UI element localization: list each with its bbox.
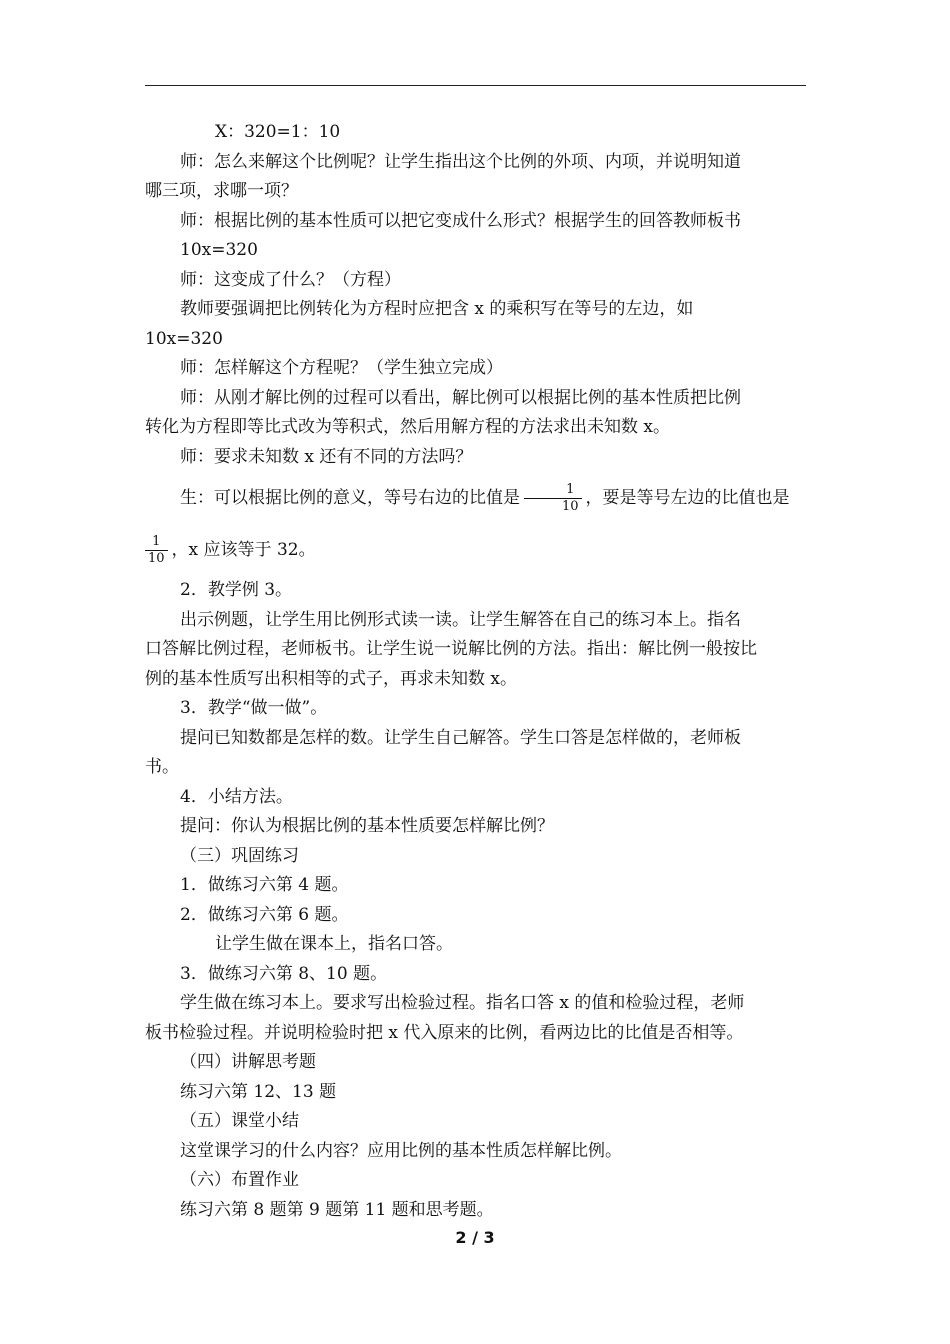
fraction-text-end: ，x 应该等于 32。 [171,540,316,560]
fraction-paragraph-cont [145,524,806,576]
paragraph-line: 提问已知数都是怎样的数。让学生自己解答。学生口答是怎样做的，老师板 [180,727,741,748]
fraction-paragraph [145,472,806,524]
equation-line: 10x=320 [180,240,258,260]
fraction-text-start: 生：可以根据比例的意义，等号右边的比值是 [180,488,520,508]
fraction-one-tenth [145,534,168,567]
current-page: 2 [455,1228,467,1247]
paragraph-line: 口答解比例过程，老师板书。让学生说一说解比例的方法。指出：解比例一般按比 [145,639,757,659]
fraction-one-tenth [524,482,582,515]
section-item: 1．做练习六第 4 题。 [180,875,349,895]
section-item: 2．做练习六第 6 题。 [180,904,349,925]
section-heading: （六）布置作业 [180,1170,299,1190]
paragraph-line: 师：这变成了什么？（方程） [180,269,401,290]
equation-line: X：320=1：10 [215,122,341,142]
section-item: 3．教学“做一做”。 [180,698,328,718]
paragraph-line: 学生做在练习本上。要求写出检验过程。指名口答 x 的值和检验过程，老师 [180,993,745,1013]
total-pages: 3 [483,1228,495,1247]
paragraph-line: 让学生做在课本上，指名口答。 [215,934,453,954]
section-heading: （三）巩固练习 [180,845,299,866]
paragraph-line: 师：根据比例的基本性质可以把它变成什么形式？根据学生的回答教师板书 [180,210,741,231]
section-item: 4．小结方法。 [180,786,293,807]
section-heading: （五）课堂小结 [180,1111,299,1131]
paragraph-line: 师：怎样解这个方程呢？（学生独立完成） [180,358,503,378]
header-rule [145,85,806,86]
fraction-numerator: 1 [152,534,161,549]
equation-line: 10x=320 [145,328,223,349]
paragraph-line: 这堂课学习的什么内容？应用比例的基本性质怎样解比例。 [180,1140,622,1161]
fraction-denominator: 10 [145,550,168,567]
paragraph-line: 教师要强调把比例转化为方程时应把含 x 的乘积写在等号的左边，如 [180,299,694,319]
paragraph-line: 例的基本性质写出积相等的式子，再求未知数 x。 [145,668,517,689]
page-number [0,1228,950,1247]
paragraph-line: 书。 [145,757,179,777]
paragraph-line: 提问：你认为根据比例的基本性质要怎样解比例？ [180,816,554,836]
section-item: 3．做练习六第 8、10 题。 [180,963,388,984]
page-separator: / [472,1228,478,1247]
paragraph-line: 哪三项，求哪一项？ [145,181,298,201]
fraction-numerator: 1 [566,482,575,497]
paragraph-line: 师：怎么来解这个比例呢？让学生指出这个比例的外项、内项，并说明知道 [180,151,741,172]
paragraph-line: 板书检验过程。并说明检验时把 x 代入原来的比例，看两边比的比值是否相等。 [145,1022,744,1043]
paragraph-line: 练习六第 8 题第 9 题第 11 题和思考题。 [180,1199,494,1220]
paragraph-line: 师：从刚才解比例的过程可以看出，解比例可以根据比例的基本性质把比例 [180,387,741,408]
section-item: 2．教学例 3。 [180,580,293,600]
section-heading: （四）讲解思考题 [180,1052,316,1072]
paragraph-line: 练习六第 12、13 题 [180,1081,337,1102]
paragraph-line: 出示例题，让学生用比例形式读一读。让学生解答在自己的练习本上。指名 [180,609,741,630]
paragraph-line: 师：要求未知数 x 还有不同的方法吗？ [180,446,473,467]
fraction-denominator: 10 [524,498,582,515]
paragraph-line: 转化为方程即等比式改为等积式，然后用解方程的方法求出未知数 x。 [145,417,670,437]
fraction-text-middle: ，要是等号左边的比值也是 [585,488,790,508]
body-text [145,118,806,1225]
